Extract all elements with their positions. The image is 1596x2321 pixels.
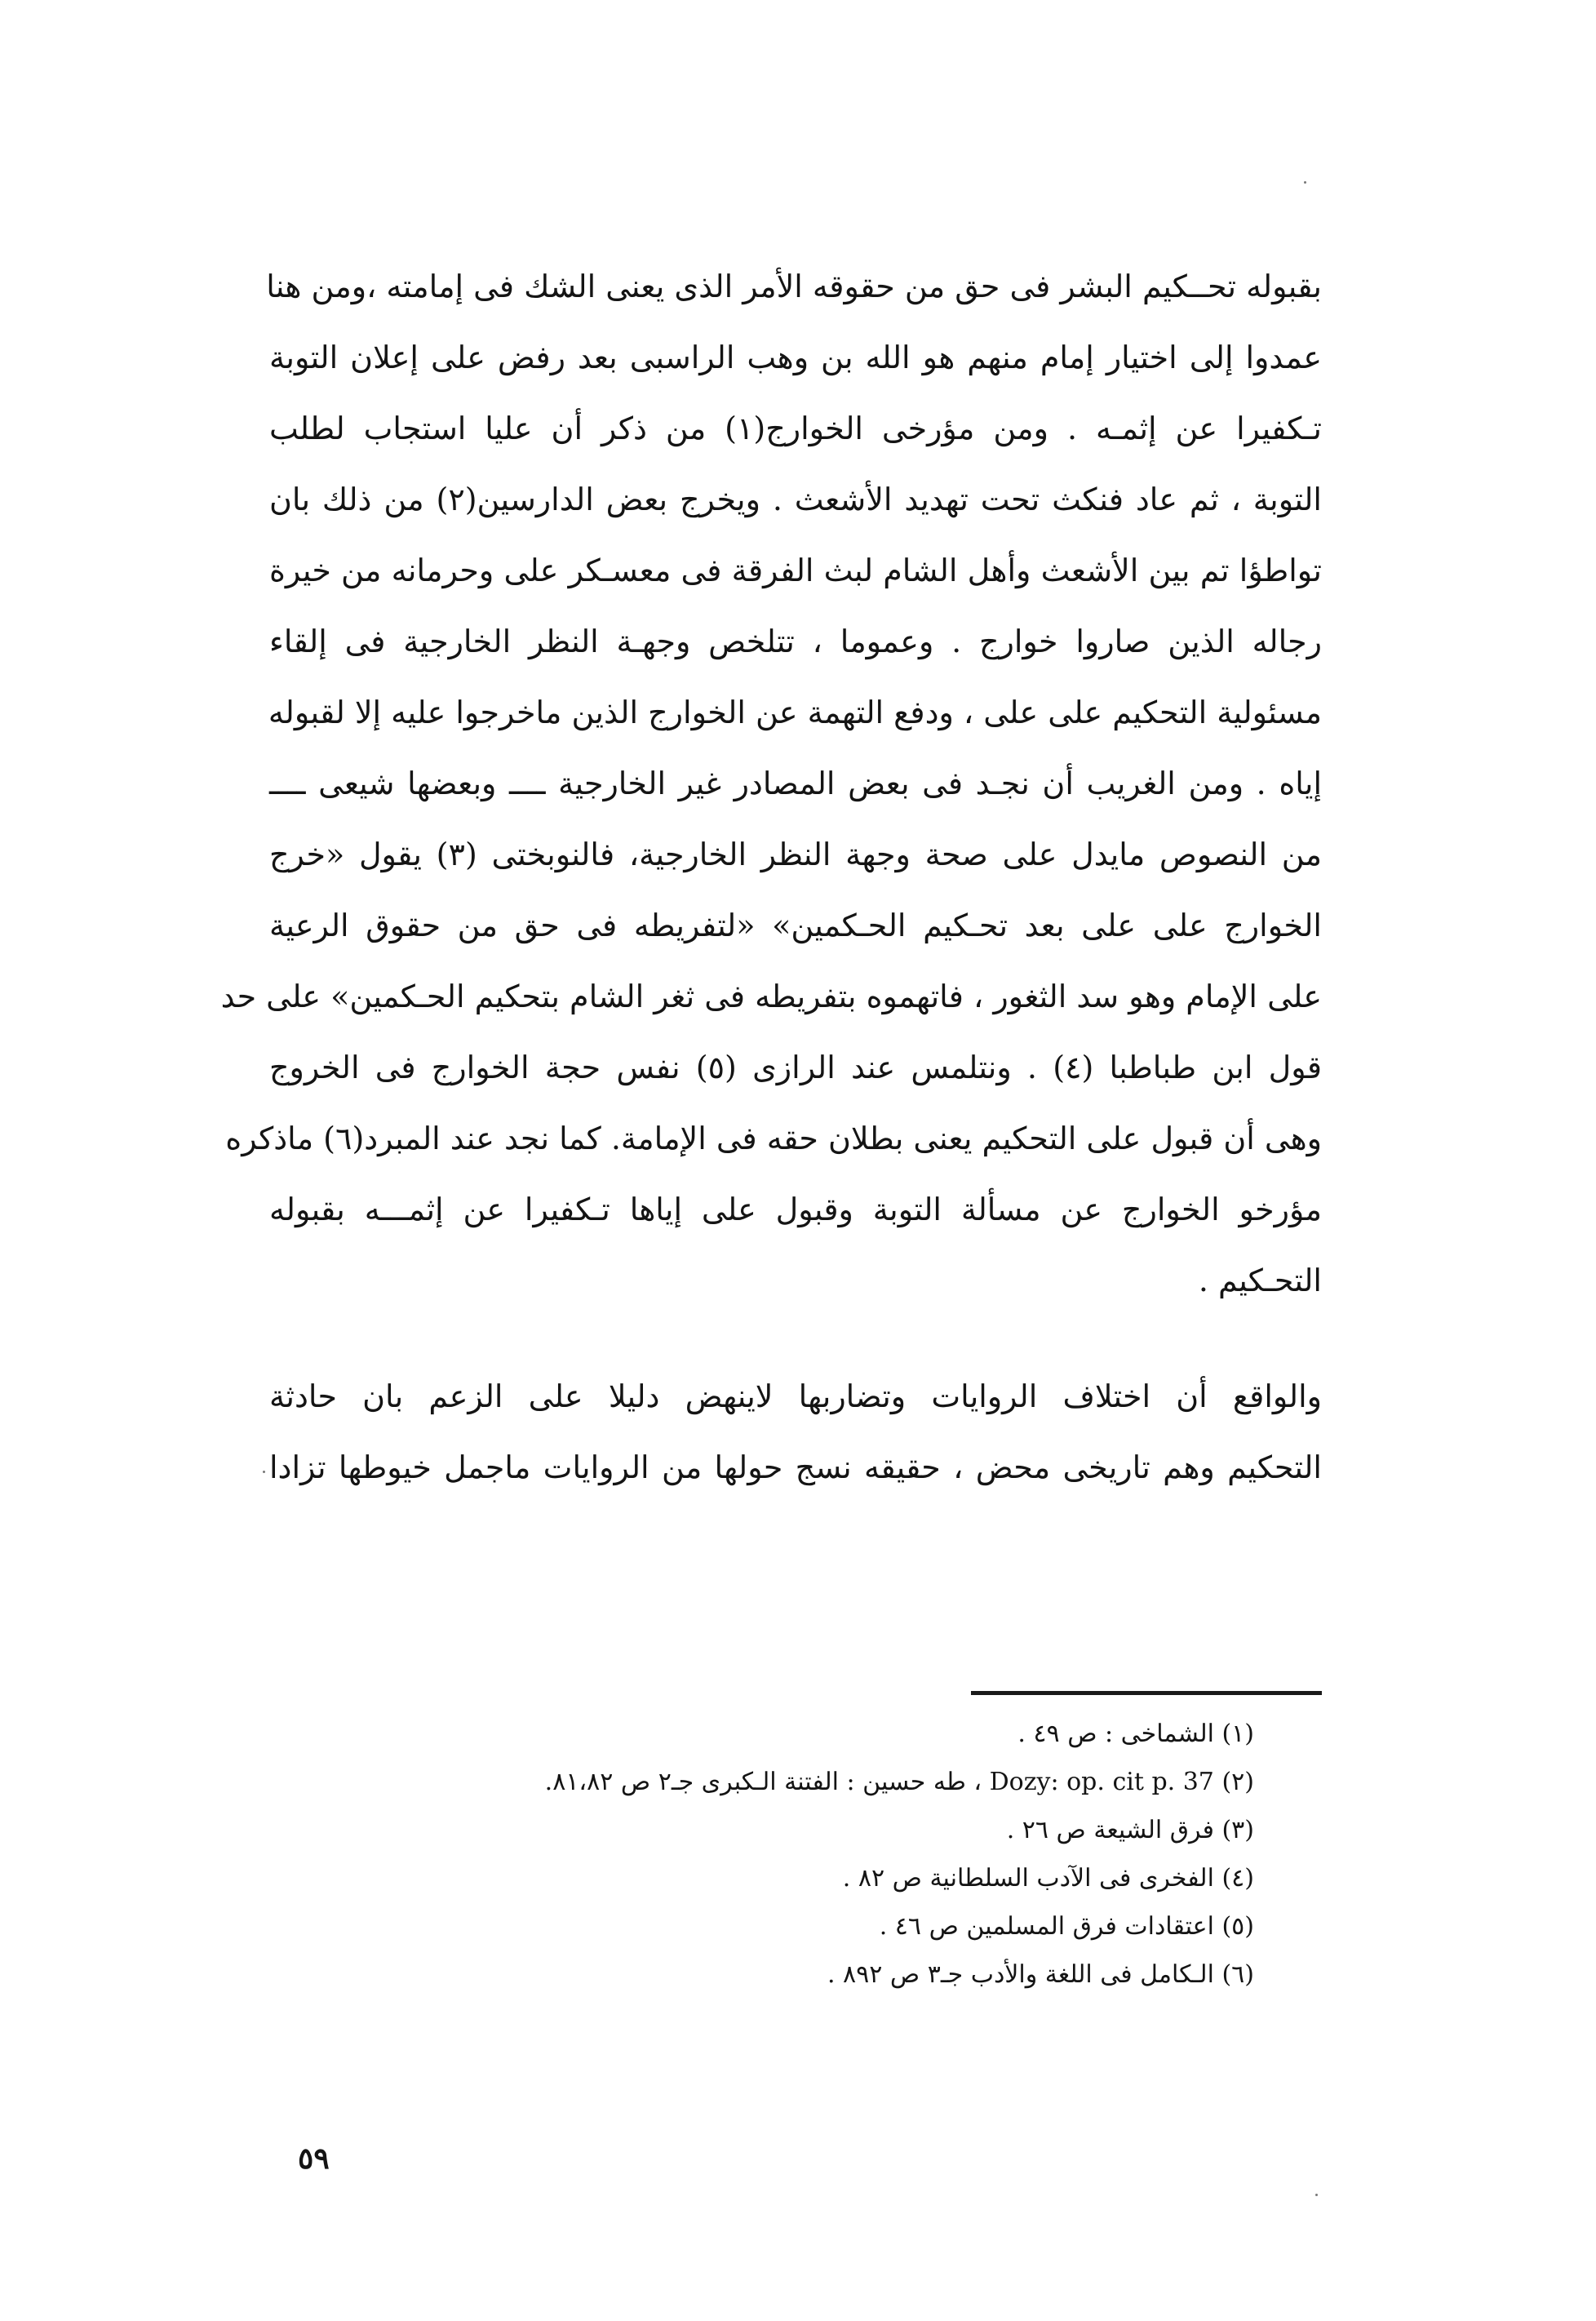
text-line: على الإمام وهو سد الثغور ، فاتهموه بتفريطه فى ثغر الشام بتحكيم الحـكمين» على حد [220, 979, 1322, 1014]
text-line: مسئولية التحكيم على على ، ودفع التهمة عن الخوارج الذين ماخرجوا عليه إلا لقبوله [268, 695, 1322, 730]
text-line: عمدوا إلى اختيار إمام منهم هو الله بن وهب الراسبى بعد رفض على إعلان التوبة [269, 339, 1322, 375]
text-line: بقبوله تحــكيم البشر فى حق من حقوقه الأمر الذى يعنى الشك فى إمامته ،ومن هنا [266, 268, 1322, 304]
footnote: (٣) فرق الشيعة ص ٢٦ . [1006, 1816, 1254, 1844]
scan-speck [1304, 181, 1306, 184]
page-number: ٥٩ [298, 2141, 330, 2176]
footnotes [269, 1710, 1254, 1999]
text-line: من النصوص مايدل على صحة وجهة النظر الخارجية، فالنوبختى (٣) يقول «خرج [269, 837, 1322, 872]
footnote: (٦) الـكامل فى اللغة والأدب جـ٣ ص ٨٩٢ . [827, 1960, 1254, 1989]
text-line: وهى أن قبول على التحكيم يعنى بطلان حقه فى الإمامة. كما نجد عند المبرد(٦) ماذكره [225, 1121, 1322, 1156]
footnote-separator [971, 1691, 1322, 1695]
text-line: التوبة ، ثم عاد فنكث تحت تهديد الأشعث . ويخرج بعض الدارسين(٢) من ذلك بان [269, 482, 1322, 517]
footnote: (١) الشماخى : ص ٤٩ . [1017, 1720, 1254, 1748]
scan-speck [1315, 2194, 1318, 2196]
text-line: مؤرخو الخوارج عن مسألة التوبة وقبول على إياها تـكفيرا عن إثمـــه بقبوله [269, 1192, 1322, 1227]
text-line: والواقع أن اختلاف الروايات وتضاربها لاينهض دليلا على الزعم بان حادثة [269, 1378, 1323, 1414]
text-line: قول ابن طباطبا (٤) . ونتلمس عند الرازى (٥) نفس حجة الخوارج فى الخروج [269, 1050, 1322, 1085]
footnote: (٢) Dozy: op. cit p. 37 ، طه حسين : الفتنة الـكبرى جـ٢ ص ٨١،٨٢. [544, 1768, 1254, 1796]
text-line: الخوارج على على بعد تحـكيم الحـكمين» «لتفريطه فى حق من حقوق الرعية [269, 908, 1322, 943]
text-line: التحـكيم . [1198, 1263, 1322, 1298]
text-line: رجاله الذين صاروا خوارج . وعموما ، تتلخص وجهـة النظر الخارجية فى إلقاء [269, 624, 1322, 659]
footnote: (٥) اعتقادات فرق المسلمين ص ٤٦ . [879, 1912, 1254, 1941]
text-line: تـكفيرا عن إثمـه . ومن مؤرخى الخوارج(١) من ذكر أن عليا استجاب لطلب [269, 411, 1322, 446]
main-text [220, 251, 1323, 1503]
text-line: إياه . ومن الغريب أن نجـد فى بعض المصادر غير الخارجية ــــ وبعضها شيعى ــــ [269, 766, 1322, 801]
footnote: (٤) الفخرى فى الآدب السلطانية ص ٨٢ . [842, 1864, 1254, 1893]
paragraph-gap [269, 1316, 1322, 1361]
scan-speck [263, 1471, 265, 1473]
text-line: تواطؤا تم بين الأشعث وأهل الشام لبث الفرقة فى معسـكر على وحرمانه من خيرة [269, 553, 1322, 588]
text-line: التحكيم وهم تاريخى محض ، حقيقه نسج حولها من الروايات ماجمل خيوطها تزادا [269, 1449, 1322, 1485]
